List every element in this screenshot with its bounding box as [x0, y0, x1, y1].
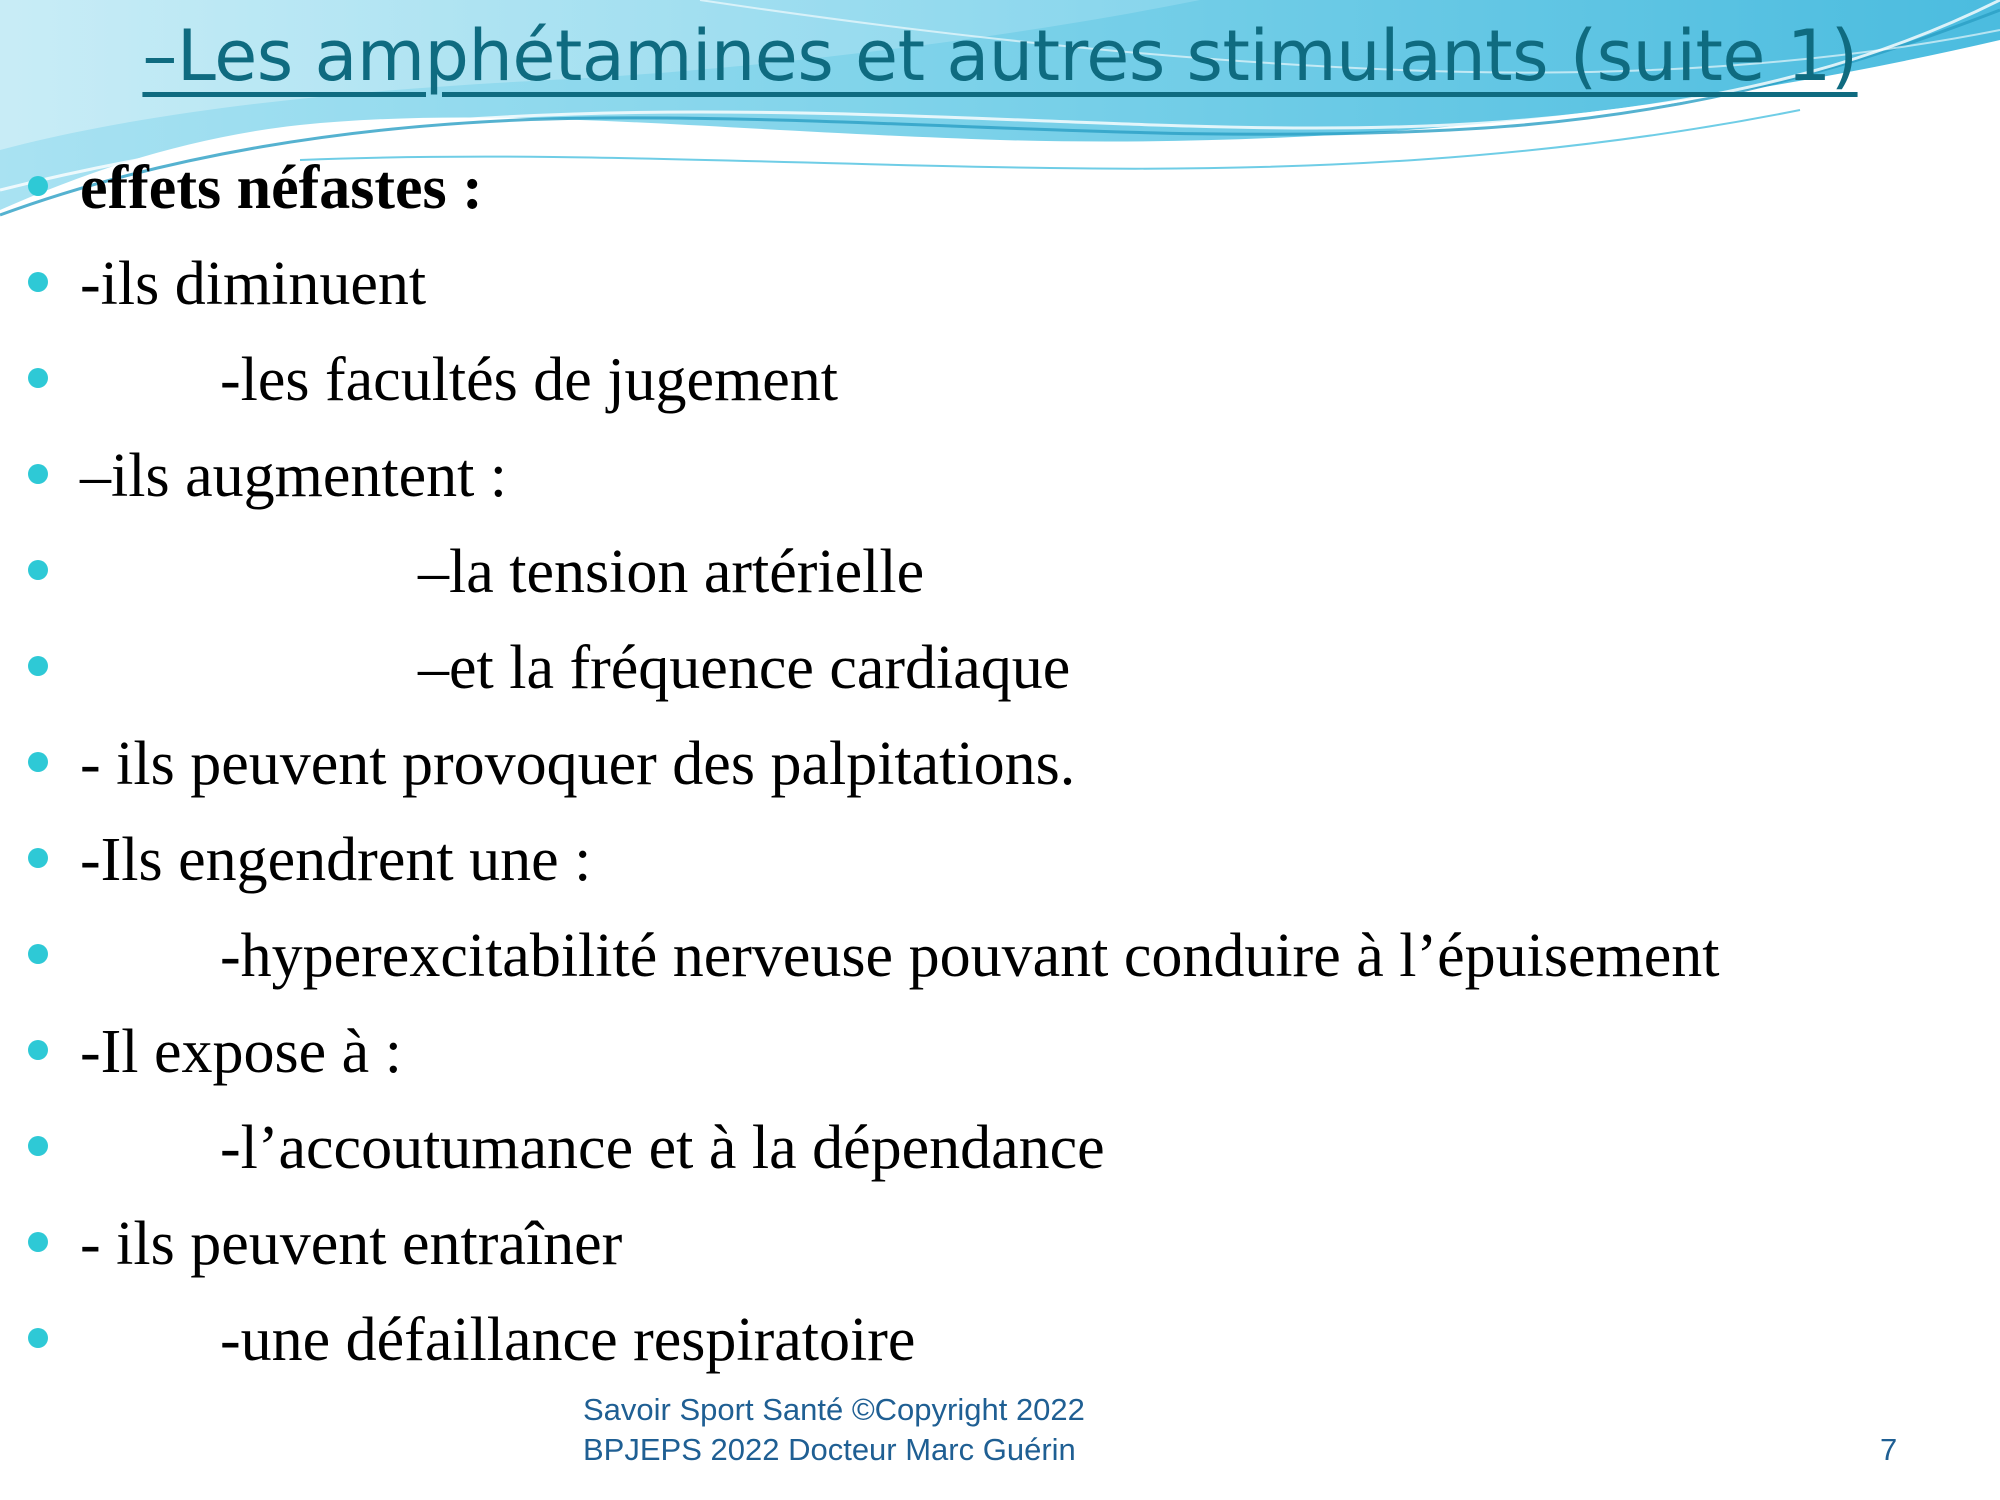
footer — [583, 1390, 1085, 1470]
bullet-dot-icon — [28, 752, 48, 772]
bullet-item — [0, 620, 2000, 716]
bullet-dot-icon — [28, 848, 48, 868]
bullet-dot-icon — [28, 1328, 48, 1348]
bullet-text: - ils peuvent provoquer des palpitations. — [80, 730, 1076, 798]
bullet-text: –ils augmentent : — [80, 442, 508, 510]
bullet-dot-icon — [28, 272, 48, 292]
bullet-text: –la tension artérielle — [418, 538, 925, 606]
bullet-text: –et la fréquence cardiaque — [418, 634, 1071, 702]
footer-author: BPJEPS 2022 Docteur Marc Guérin — [583, 1432, 1076, 1467]
bullet-dot-icon — [28, 1040, 48, 1060]
slide-title: –Les amphétamines et autres stimulants (suite 1) — [142, 15, 1858, 97]
bullet-text: -ils diminuent — [80, 250, 427, 318]
bullet-item — [0, 1292, 2000, 1388]
bullet-item — [0, 1196, 2000, 1292]
bullet-text: effets néfastes : — [80, 154, 483, 222]
bullet-item — [0, 332, 2000, 428]
bullet-item — [0, 1004, 2000, 1100]
bullet-dot-icon — [28, 1136, 48, 1156]
bullet-dot-icon — [28, 464, 48, 484]
bullet-list — [0, 140, 2000, 1388]
bullet-text: -l’accoutumance et à la dépendance — [220, 1114, 1105, 1182]
bullet-item — [0, 716, 2000, 812]
bullet-item — [0, 140, 2000, 236]
page-number: 7 — [1880, 1432, 1898, 1467]
footer-copyright: Savoir Sport Santé ©Copyright 2022 — [583, 1392, 1085, 1427]
bullet-text: -hyperexcitabilité nerveuse pouvant conduire à l’épuisement — [220, 922, 1720, 990]
bullet-text: -Il expose à : — [80, 1018, 402, 1086]
bullet-item — [0, 812, 2000, 908]
bullet-dot-icon — [28, 368, 48, 388]
bullet-text: -une défaillance respiratoire — [220, 1306, 916, 1374]
bullet-dot-icon — [28, 656, 48, 676]
bullet-dot-icon — [28, 1232, 48, 1252]
bullet-text: -les facultés de jugement — [220, 346, 839, 414]
bullet-item — [0, 236, 2000, 332]
bullet-dot-icon — [28, 560, 48, 580]
bullet-dot-icon — [28, 176, 48, 196]
bullet-item — [0, 1100, 2000, 1196]
bullet-item — [0, 908, 2000, 1004]
bullet-item — [0, 524, 2000, 620]
bullet-dot-icon — [28, 944, 48, 964]
bullet-item — [0, 428, 2000, 524]
bullet-text: - ils peuvent entraîner — [80, 1210, 623, 1278]
bullet-text: -Ils engendrent une : — [80, 826, 592, 894]
